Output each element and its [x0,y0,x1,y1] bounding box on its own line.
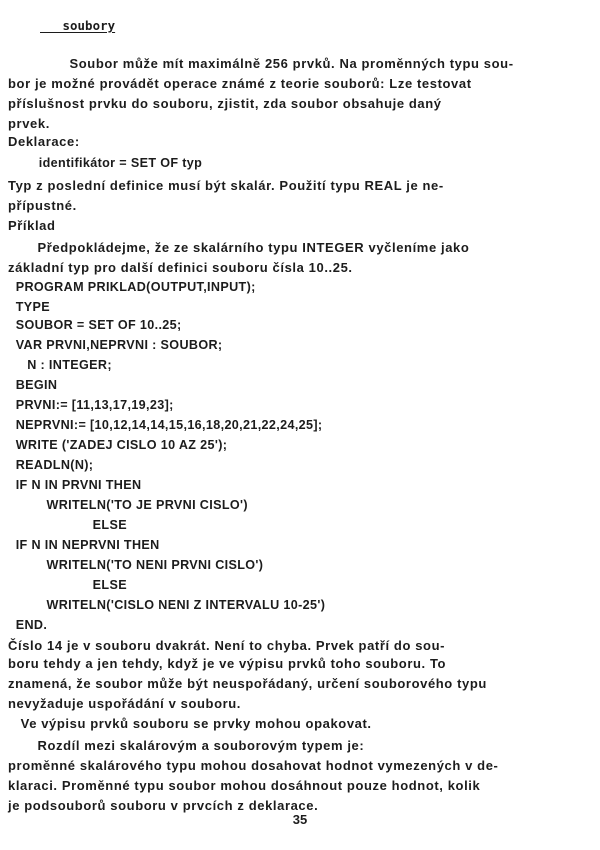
code-line: BEGIN [8,378,58,392]
text-line: Ve výpisu prvků souboru se prvky mohou opakovat. [8,716,372,731]
text-line: bor je možné provádět operace známé z teorie souborů: Lze testovat [8,76,472,91]
page-number: 35 [292,812,308,827]
section-heading: soubory [40,18,116,33]
text-line: Typ z poslední definice musí být skalár. Použití typu REAL je ne- [8,178,444,193]
text-line: boru tehdy a jen tehdy, když je ve výpisu prvků toho souboru. To [8,656,447,671]
code-line: IF N IN NEPRVNI THEN [8,538,160,552]
code-line: PROGRAM PRIKLAD(OUTPUT,INPUT); [8,280,256,294]
code-line: WRITELN('TO NENI PRVNI CISLO') [8,558,264,572]
code-line: SOUBOR = SET OF 10..25; [8,318,182,332]
text-line: Soubor může mít maximálně 256 prvků. Na proměnných typu sou- [40,56,514,71]
code-line: identifikátor = SET OF typ [8,156,203,170]
text-line: Rozdíl mezi skalárovým a souborovým typem je: [8,738,365,753]
code-line: WRITELN('CISLO NENI Z INTERVALU 10-25') [8,598,326,612]
text-line: prvek. [8,116,50,131]
code-line: TYPE [8,300,50,314]
code-line: NEPRVNI:= [10,12,14,14,15,16,18,20,21,22,24,25]; [8,418,323,432]
code-line: END. [8,618,48,632]
text-line: Deklarace: [8,134,80,149]
code-line: IF N IN PRVNI THEN [8,478,142,492]
text-line: Příklad [8,218,56,233]
text-line: klaraci. Proměnné typu soubor mohou dosáhnout pouze hodnot, kolik [8,778,481,793]
text-line: přípustné. [8,198,77,213]
text-line: proměnné skalárového typu mohou dosahovat hodnot vymezených v de- [8,758,499,773]
code-line: ELSE [8,578,127,592]
code-line: WRITE ('ZADEJ CISLO 10 AZ 25'); [8,438,228,452]
text-line: znamená, že soubor může být neuspořádaný, určení souborového typu [8,676,487,691]
text-line: je podsouborů souboru v prvcích z deklarace. [8,798,319,813]
text-line: základní typ pro další definici souboru čísla 10..25. [8,260,353,275]
code-line: WRITELN('TO JE PRVNI CISLO') [8,498,248,512]
code-line: ELSE [8,518,127,532]
code-line: N : INTEGER; [8,358,112,372]
text-line: Číslo 14 je v souboru dvakrát. Není to chyba. Prvek patří do sou- [8,638,446,653]
code-line: READLN(N); [8,458,94,472]
text-line: Předpokládejme, že ze skalárního typu INTEGER vyčleníme jako [8,240,470,255]
text-line: příslušnost prvku do souboru, zjistit, zda soubor obsahuje daný [8,96,442,111]
code-line: VAR PRVNI,NEPRVNI : SOUBOR; [8,338,223,352]
text-line: nevyžaduje uspořádání v souboru. [8,696,242,711]
code-line: PRVNI:= [11,13,17,19,23]; [8,398,174,412]
